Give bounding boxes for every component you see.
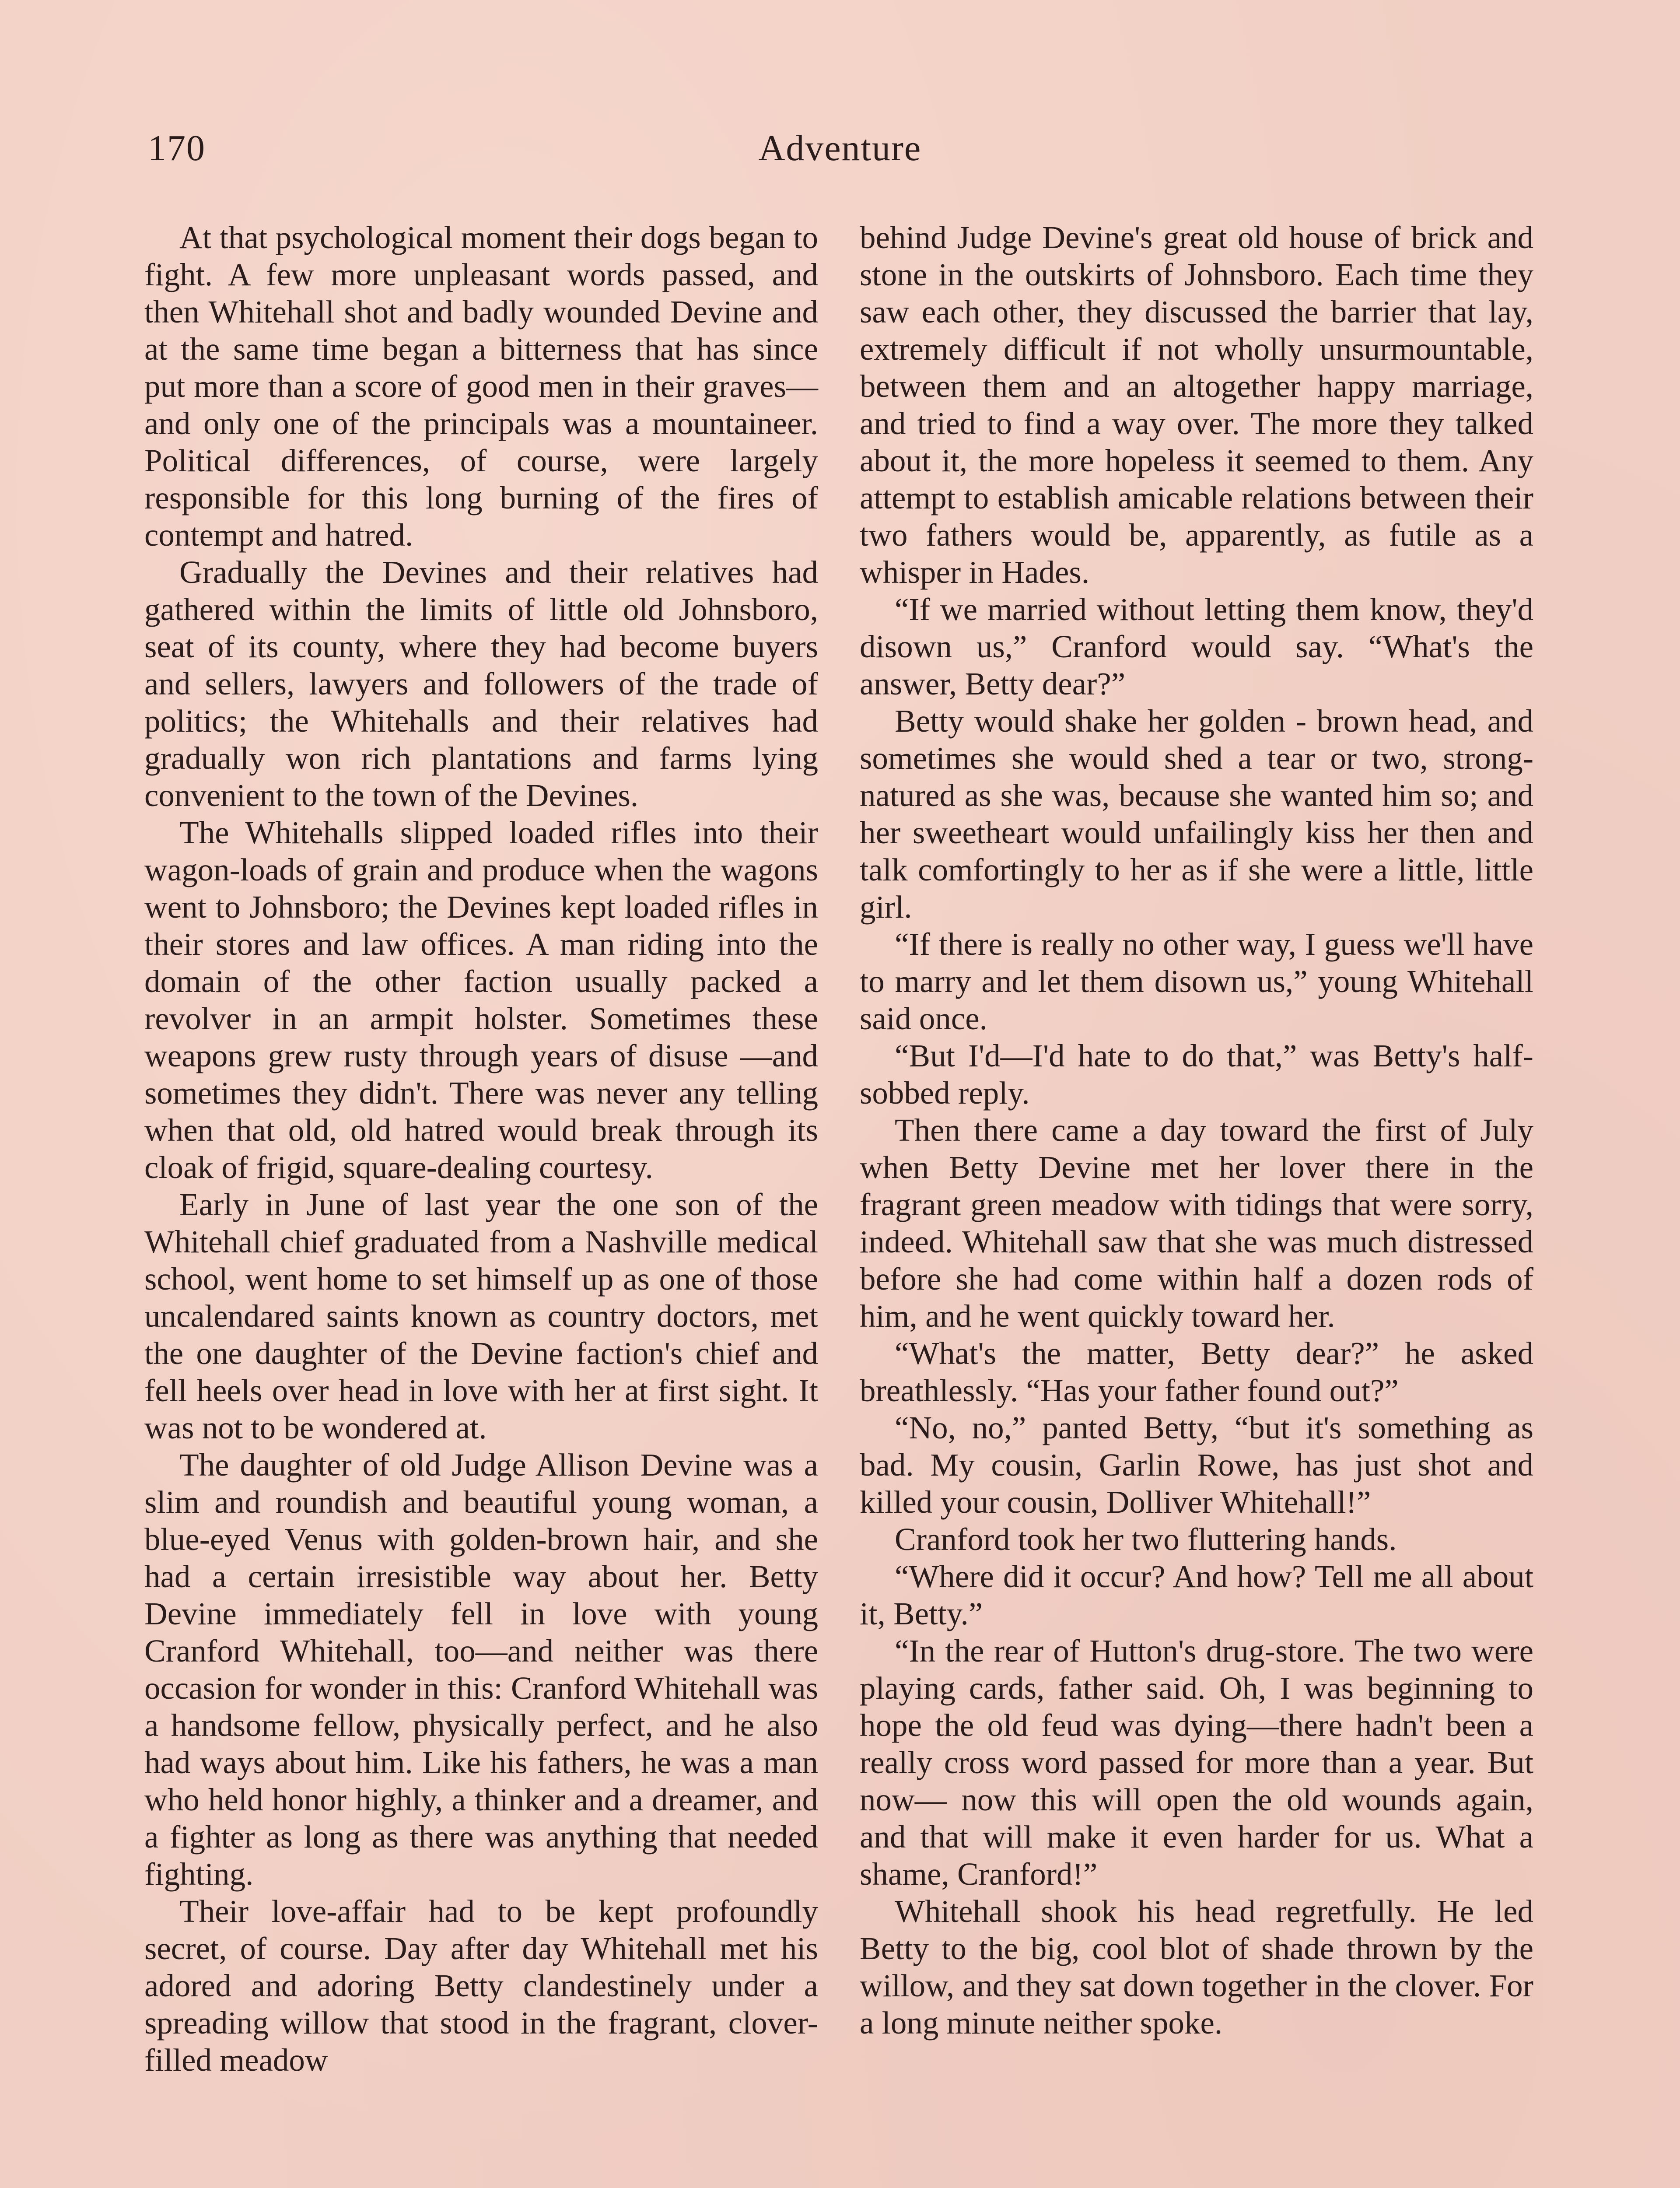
paragraph: At that psychological moment their dogs began to fight. A few more unpleasant words passed, and then Whitehall shot and badly wounded Devine and at the same time began a bitterness that has since put more than a score of good men in their graves—and only one of the principals was a mountaineer. Political differences, of course, were largely responsible for this long burning of the fires of contempt and hatred. bbox=[144, 220, 818, 553]
paragraph: “Where did it occur? And how? Tell me all about it, Betty.” bbox=[860, 1559, 1533, 1631]
right-column bbox=[860, 219, 1533, 2041]
paragraph: “What's the matter, Betty dear?” he asked breathlessly. “Has your father found out?” bbox=[860, 1336, 1533, 1408]
paragraph: Cranford took her two fluttering hands. bbox=[895, 1522, 1397, 1557]
paragraph: Whitehall shook his head regretfully. He led Betty to the big, cool blot of shade thrown by the willow, and they sat down together in the clover. For a long minute neither spoke. bbox=[860, 1893, 1533, 2041]
paragraph: Early in June of last year the one son of the Whitehall chief graduated from a Nashville medical school, went home to set himself up as one of those uncalendared saints known as country doctors, met the one daughter of the Devine faction's chief and fell heels over head in love with her at first sight. It was not to be wondered at. bbox=[144, 1187, 818, 1445]
page-header bbox=[144, 127, 1536, 188]
paragraph: Gradually the Devines and their relatives had gathered within the limits of little old Johnsboro, seat of its county, where they had become buyers and sellers, lawyers and followers of the trade of politics; the Whitehalls and their relatives had gradually won rich plantations and farms lying convenient to the town of the Devines. bbox=[144, 554, 818, 813]
paragraph: The daughter of old Judge Allison Devine was a slim and roundish and beautiful young woman, a blue-eyed Venus with golden-brown hair, and she had a certain irresistible way about her. Betty Devine immediately fell in love with young Cranford Whitehall, too—and neither was there occasion for wonder in this: Cranford Whitehall was a handsome fellow, physically perfect, and he also had ways about him. Like his fathers, he was a man who held honor highly, a thinker and a dreamer, and a fighter as long as there was anything that needed fighting. bbox=[144, 1447, 818, 1892]
paragraph: Then there came a day toward the first of July when Betty Devine met her lover there in the fragrant green meadow with tidings that were sorry, indeed. Whitehall saw that she was much distressed before she had come within half a dozen rods of him, and he went quickly toward her. bbox=[860, 1112, 1533, 1334]
paragraph: Their love-affair had to be kept profoundly secret, of course. Day after day Whitehall met his adored and adoring Betty clandestinely under a spreading willow that stood in the fragrant, clover-filled meadow bbox=[144, 1893, 818, 2078]
running-title: Adventure bbox=[758, 128, 922, 168]
paragraph: The Whitehalls slipped loaded rifles into their wagon-loads of grain and produce when the wagons went to Johnsboro; the Devines kept loaded rifles in their stores and law offices. A man riding into the domain of the other faction usually packed a revolver in an armpit holster. Sometimes these weapons grew rusty through years of disuse —and sometimes they didn't. There was never any telling when that old, old hatred would break through its cloak of frigid, square-dealing courtesy. bbox=[144, 815, 818, 1185]
paragraph: “In the rear of Hutton's drug-store. The two were playing cards, father said. Oh, I was beginning to hope the old feud was dying—there hadn't been a really cross word passed for more than a year. But now— now this will open the old wounds again, and that will make it even harder for us. What a shame, Cranford!” bbox=[860, 1633, 1533, 1892]
left-column bbox=[144, 219, 818, 2079]
paragraph: “But I'd—I'd hate to do that,” was Betty's half-sobbed reply. bbox=[860, 1038, 1533, 1111]
paragraph: “If we married without letting them know, they'd disown us,” Cranford would say. “What's the answer, Betty dear?” bbox=[860, 592, 1533, 701]
page-number: 170 bbox=[148, 128, 206, 168]
paragraph: “If there is really no other way, I guess we'll have to marry and let them disown us,” young Whitehall said once. bbox=[860, 926, 1533, 1036]
paragraph: Betty would shake her golden - brown head, and sometimes she would shed a tear or two, strong-natured as she was, because she wanted him so; and her sweetheart would unfailingly kiss her then and talk comfortingly to her as if she were a little, little girl. bbox=[860, 703, 1533, 925]
paragraph: “No, no,” panted Betty, “but it's something as bad. My cousin, Garlin Rowe, has just shot and killed your cousin, Dolliver Whitehall!” bbox=[860, 1410, 1533, 1520]
paragraph-continuation: behind Judge Devine's great old house of brick and stone in the outskirts of Johnsboro. Each time they saw each other, they discussed the barrier that lay, extremely difficult if not wholly unsurmountable, between them and an altogether happy marriage, and tried to find a way over. The more they talked about it, the more hopeless it seemed to them. Any attempt to establish amicable relations between their two fathers would be, apparently, as futile as a whisper in Hades. bbox=[860, 220, 1533, 590]
